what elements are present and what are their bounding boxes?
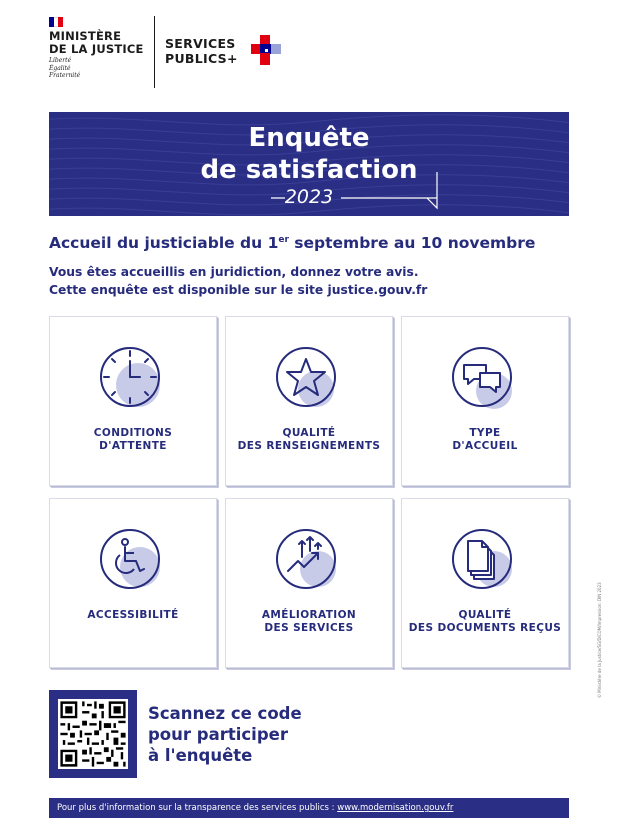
ministry-line-2: DE LA JUSTICE	[49, 41, 144, 56]
footer-text: Pour plus d'information sur la transparence des services publics :	[57, 803, 338, 813]
card-label-line-2: D'ATTENTE	[99, 440, 167, 452]
motto-fraternite: Fraternité	[49, 72, 81, 79]
card-label-line-1: AMÉLIORATION	[261, 609, 357, 621]
footer-bar	[49, 798, 569, 818]
banner-title-line-1: Enquête	[248, 123, 370, 153]
description-line-1: Vous êtes accueillis en juridiction, donnez votre avis.	[49, 265, 419, 279]
description-line-2: Cette enquête est disponible sur le site justice.gouv.fr	[49, 282, 428, 297]
french-flag-icon	[49, 17, 63, 27]
scan-line-3: à l'enquête	[148, 746, 253, 765]
headline-part-2: septembre au 10 novembre	[288, 234, 536, 252]
card-label-line-1: QUALITÉ	[282, 427, 336, 439]
ministry-line-1: MINISTÈRE	[49, 29, 122, 43]
card-label	[402, 609, 568, 635]
card-accessibilite	[49, 498, 217, 668]
banner-title-line-2: de satisfaction	[200, 155, 418, 185]
republic-motto	[49, 57, 80, 80]
card-label-line-1: TYPE	[469, 427, 501, 439]
card-label-line-1: CONDITIONS	[93, 427, 173, 439]
card-qualite-documents	[401, 498, 569, 668]
card-label-line-2: DES SERVICES	[264, 622, 354, 634]
survey-description	[49, 264, 427, 299]
card-label	[50, 609, 216, 622]
scan-line-1: Scannez ce code	[148, 704, 302, 723]
card-label-line-2: DES DOCUMENTS REÇUS	[408, 622, 562, 634]
card-type-accueil	[401, 316, 569, 486]
scan-instructions	[148, 703, 302, 766]
motto-egalite: Égalité	[49, 64, 71, 72]
star-icon	[274, 345, 344, 415]
survey-banner	[49, 112, 569, 216]
improvement-arrows-icon	[274, 527, 344, 597]
card-amelioration-services	[225, 498, 393, 668]
card-label	[226, 609, 392, 635]
services-publics-cross-icon	[249, 35, 283, 69]
services-line-1: SERVICES	[165, 36, 236, 51]
card-label-line-1: QUALITÉ	[458, 609, 512, 621]
card-conditions-attente	[49, 316, 217, 486]
card-label	[50, 427, 216, 453]
qr-code-frame[interactable]	[49, 690, 137, 778]
footer-link[interactable]: www.modernisation.gouv.fr	[337, 803, 454, 813]
survey-period-headline	[49, 234, 535, 252]
headline-part-1: Accueil du justiciable du 1	[49, 234, 279, 252]
side-credit-note: © Ministère de la Justice/SG/DICOM/Impression: DIN 2023	[597, 582, 602, 698]
card-label-line-2: DES RENSEIGNEMENTS	[237, 440, 381, 452]
scan-line-2: pour participer	[148, 725, 288, 744]
wheelchair-icon	[98, 527, 168, 597]
header-divider	[154, 16, 155, 88]
ministry-name	[49, 30, 144, 55]
card-label-line-2: D'ACCUEIL	[452, 440, 518, 452]
motto-liberte: Liberté	[49, 57, 72, 64]
documents-icon	[450, 527, 520, 597]
card-label	[226, 427, 392, 453]
services-line-2: PUBLICS+	[165, 51, 238, 66]
card-label-line-1: ACCESSIBILITÉ	[87, 609, 179, 621]
headline-superscript: er	[278, 234, 289, 245]
services-publics-logo-text	[165, 36, 238, 66]
banner-year: 2023	[284, 186, 334, 208]
qr-code-icon[interactable]	[58, 699, 128, 769]
card-qualite-renseignements	[225, 316, 393, 486]
clock-icon	[98, 345, 168, 415]
chat-bubbles-icon	[450, 345, 520, 415]
card-label	[402, 427, 568, 453]
